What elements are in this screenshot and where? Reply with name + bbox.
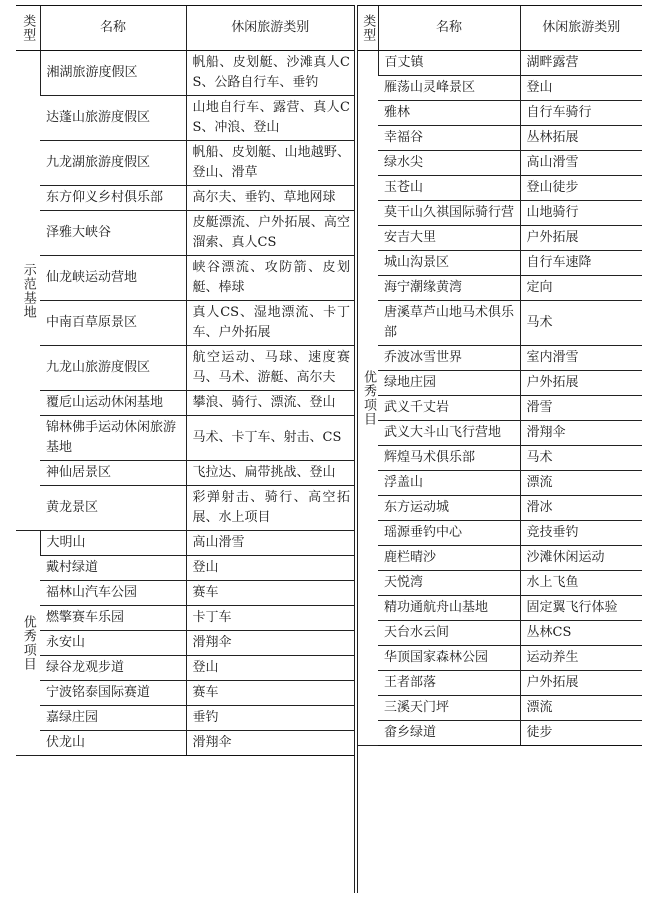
table-row	[358, 101, 642, 126]
activity-category: 滑翔伞	[186, 631, 354, 656]
activity-category: 马术	[520, 446, 642, 471]
table-row	[358, 646, 642, 671]
venue-name: 瑶源垂钓中心	[378, 521, 520, 546]
venue-name: 锦林佛手运动休闲旅游基地	[40, 416, 186, 461]
venue-name: 黄龙景区	[40, 486, 186, 531]
activity-category: 彩弹射击、骑行、高空拓展、水上项目	[186, 486, 354, 531]
table-row	[358, 51, 642, 76]
table-row	[16, 461, 354, 486]
activity-category: 真人CS、湿地漂流、卡丁车、户外拓展	[186, 301, 354, 346]
table-row	[16, 606, 354, 631]
venue-name: 华顶国家森林公园	[378, 646, 520, 671]
activity-category: 漂流	[520, 696, 642, 721]
table-row	[358, 496, 642, 521]
table-row	[16, 391, 354, 416]
table-row	[358, 571, 642, 596]
table-row	[358, 346, 642, 371]
header-name: 名称	[40, 6, 186, 51]
venue-name: 百丈镇	[378, 51, 520, 76]
venue-name: 城山沟景区	[378, 251, 520, 276]
venue-name: 安吉大里	[378, 226, 520, 251]
activity-category: 户外拓展	[520, 371, 642, 396]
venue-name: 东方仰义乡村俱乐部	[40, 186, 186, 211]
header-category: 休闲旅游类别	[520, 6, 642, 51]
activity-category: 自行车速降	[520, 251, 642, 276]
right-header-row	[358, 6, 642, 51]
activity-category: 漂流	[520, 471, 642, 496]
activity-category: 赛车	[186, 681, 354, 706]
activity-category: 滑雪	[520, 396, 642, 421]
table-row	[358, 226, 642, 251]
table-row	[358, 371, 642, 396]
activity-category: 攀浪、骑行、漂流、登山	[186, 391, 354, 416]
activity-category: 滑冰	[520, 496, 642, 521]
venue-name: 泽雅大峡谷	[40, 211, 186, 256]
activity-category: 户外拓展	[520, 671, 642, 696]
venue-name: 达蓬山旅游度假区	[40, 96, 186, 141]
venue-name: 天台水云间	[378, 621, 520, 646]
table-row	[16, 706, 354, 731]
table-row	[358, 596, 642, 621]
activity-category: 帆船、皮划艇、沙滩真人CS、公路自行车、垂钓	[186, 51, 354, 96]
table-row	[16, 556, 354, 581]
activity-category: 湖畔露营	[520, 51, 642, 76]
table-row	[358, 176, 642, 201]
venue-name: 辉煌马术俱乐部	[378, 446, 520, 471]
venue-name: 鹿栏晴沙	[378, 546, 520, 571]
activity-category: 登山	[186, 656, 354, 681]
venue-name: 大明山	[40, 531, 186, 556]
activity-category: 登山	[520, 76, 642, 101]
venue-name: 神仙居景区	[40, 461, 186, 486]
right-table	[358, 5, 642, 746]
table-row	[16, 631, 354, 656]
venue-name: 武义大斗山飞行营地	[378, 421, 520, 446]
venue-name: 浮盖山	[378, 471, 520, 496]
table-row	[358, 521, 642, 546]
table-row	[358, 301, 642, 346]
activity-category: 定向	[520, 276, 642, 301]
venue-name: 玉苍山	[378, 176, 520, 201]
activity-category: 室内滑雪	[520, 346, 642, 371]
venue-name: 九龙山旅游度假区	[40, 346, 186, 391]
activity-category: 固定翼飞行体验	[520, 596, 642, 621]
table-row	[16, 581, 354, 606]
activity-category: 滑翔伞	[520, 421, 642, 446]
activity-category: 丛林拓展	[520, 126, 642, 151]
venue-name: 九龙湖旅游度假区	[40, 141, 186, 186]
venue-name: 天悦湾	[378, 571, 520, 596]
header-name: 名称	[378, 6, 520, 51]
venue-name: 永安山	[40, 631, 186, 656]
venue-name: 东方运动城	[378, 496, 520, 521]
activity-category: 高山滑雪	[520, 151, 642, 176]
activity-category: 卡丁车	[186, 606, 354, 631]
activity-category: 山地骑行	[520, 201, 642, 226]
venue-name: 三溪天门坪	[378, 696, 520, 721]
table-row	[16, 211, 354, 256]
venue-name: 王者部落	[378, 671, 520, 696]
activity-category: 丛林CS	[520, 621, 642, 646]
venue-name: 中南百草原景区	[40, 301, 186, 346]
table-row	[358, 396, 642, 421]
table-row	[358, 76, 642, 101]
table-row	[358, 471, 642, 496]
table-row	[16, 186, 354, 211]
activity-category: 竞技垂钓	[520, 521, 642, 546]
table-row	[358, 251, 642, 276]
venue-name: 绿地庄园	[378, 371, 520, 396]
activity-category: 登山徒步	[520, 176, 642, 201]
venue-name: 宁波铭泰国际赛道	[40, 681, 186, 706]
venue-name: 唐溪草芦山地马术俱乐部	[378, 301, 520, 346]
activity-category: 高尔夫、垂钓、草地网球	[186, 186, 354, 211]
table-row	[358, 671, 642, 696]
activity-category: 户外拓展	[520, 226, 642, 251]
venue-name: 戴村绿道	[40, 556, 186, 581]
activity-category: 滑翔伞	[186, 731, 354, 756]
group-label	[16, 531, 40, 756]
venue-name: 乔波冰雪世界	[378, 346, 520, 371]
activity-category: 帆船、皮划艇、山地越野、登山、滑草	[186, 141, 354, 186]
venue-name: 海宁潮缘黄湾	[378, 276, 520, 301]
table-row	[16, 141, 354, 186]
group-label	[16, 51, 40, 531]
header-type: 类型	[16, 6, 40, 51]
table-row	[16, 96, 354, 141]
table-row	[358, 151, 642, 176]
table-row	[358, 546, 642, 571]
venue-name: 绿谷龙观步道	[40, 656, 186, 681]
venue-name: 畲乡绿道	[378, 721, 520, 746]
table-row	[16, 416, 354, 461]
group-label-text: 优秀项目	[20, 615, 36, 671]
activity-category: 水上飞鱼	[520, 571, 642, 596]
table-row	[16, 301, 354, 346]
table-row	[16, 256, 354, 301]
group-label-text: 优秀项目	[361, 370, 376, 426]
activity-category: 马术	[520, 301, 642, 346]
table-row	[358, 621, 642, 646]
left-header-row	[16, 6, 354, 51]
activity-category: 高山滑雪	[186, 531, 354, 556]
venue-name: 燃擎赛车乐园	[40, 606, 186, 631]
activity-category: 航空运动、马球、速度赛马、马术、游艇、高尔夫	[186, 346, 354, 391]
venue-name: 雅林	[378, 101, 520, 126]
table-row	[16, 531, 354, 556]
table-row	[16, 681, 354, 706]
activity-category: 登山	[186, 556, 354, 581]
activity-category: 赛车	[186, 581, 354, 606]
venue-name: 覆卮山运动休闲基地	[40, 391, 186, 416]
table-row	[358, 201, 642, 226]
activity-category: 沙滩休闲运动	[520, 546, 642, 571]
venue-name: 雁荡山灵峰景区	[378, 76, 520, 101]
venue-name: 幸福谷	[378, 126, 520, 151]
table-row	[358, 446, 642, 471]
group-label-text: 示范基地	[20, 262, 36, 319]
table-row	[358, 126, 642, 151]
table-row	[16, 51, 354, 96]
venue-name: 福林山汽车公园	[40, 581, 186, 606]
table-row	[16, 346, 354, 391]
activity-category: 皮艇漂流、户外拓展、高空溜索、真人CS	[186, 211, 354, 256]
activity-category: 马术、卡丁车、射击、CS	[186, 416, 354, 461]
venue-name: 武义千丈岩	[378, 396, 520, 421]
activity-category: 垂钓	[186, 706, 354, 731]
table-row	[358, 276, 642, 301]
header-category: 休闲旅游类别	[186, 6, 354, 51]
venue-name: 精功通航舟山基地	[378, 596, 520, 621]
activity-category: 徒步	[520, 721, 642, 746]
header-type: 类型	[358, 6, 378, 51]
table-row	[16, 656, 354, 681]
table-row	[358, 421, 642, 446]
venue-name: 湘湖旅游度假区	[40, 51, 186, 96]
group-label	[358, 51, 378, 746]
activity-category: 山地自行车、露营、真人CS、冲浪、登山	[186, 96, 354, 141]
venue-name: 绿水尖	[378, 151, 520, 176]
table-row	[16, 731, 354, 756]
table-row	[358, 696, 642, 721]
table-row	[16, 486, 354, 531]
activity-category: 飞拉达、扁带挑战、登山	[186, 461, 354, 486]
venue-name: 莫干山久祺国际骑行营	[378, 201, 520, 226]
venue-name: 嘉绿庄园	[40, 706, 186, 731]
table-row	[358, 721, 642, 746]
activity-category: 自行车骑行	[520, 101, 642, 126]
venue-name: 仙龙峡运动营地	[40, 256, 186, 301]
activity-category: 运动养生	[520, 646, 642, 671]
left-table	[16, 5, 354, 756]
activity-category: 峡谷漂流、攻防箭、皮划艇、棒球	[186, 256, 354, 301]
venue-name: 伏龙山	[40, 731, 186, 756]
